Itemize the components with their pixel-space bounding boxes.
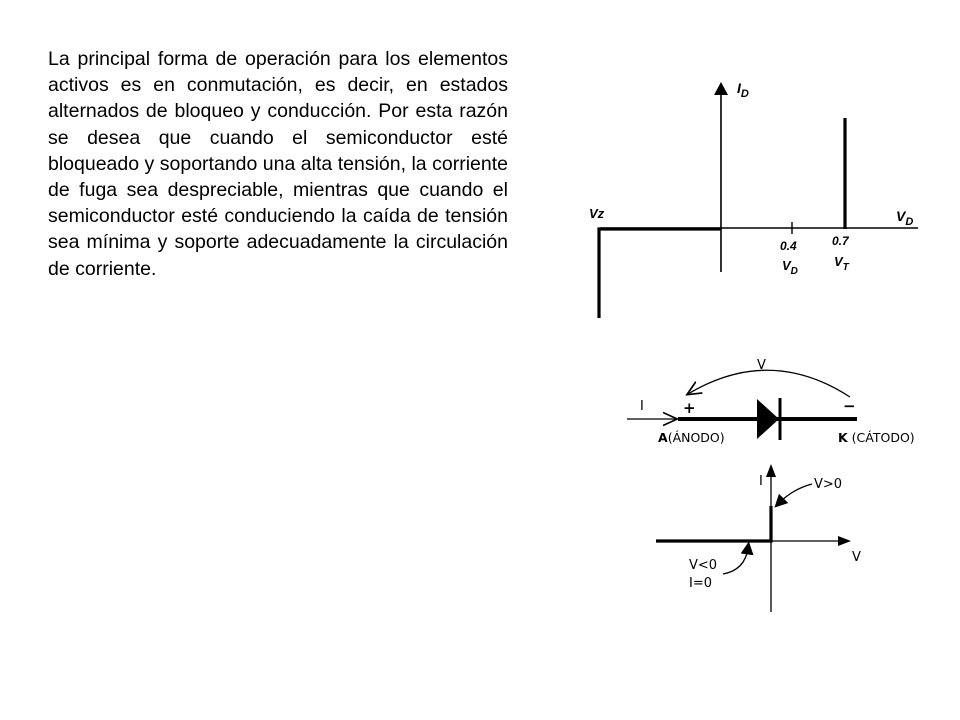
anode-label: A(ÁNODO) [658, 430, 725, 445]
annotation-reverse-line1: V<0 [689, 558, 718, 573]
tick-0-7-value: 0.7 [832, 234, 849, 248]
iv-characteristic-switch [656, 464, 861, 612]
minus-sign: − [843, 397, 856, 415]
x-axis-switch-arrowhead [838, 536, 851, 546]
vz-label: Vz [589, 206, 605, 221]
annotation-reverse-line2: I=0 [689, 576, 712, 591]
annotation-forward-arrow [779, 484, 812, 503]
annotation-forward: V>0 [814, 477, 843, 492]
cathode-label: K (CÁTODO) [838, 430, 915, 445]
diode-triangle [757, 399, 779, 439]
x-axis-switch-label: V [852, 550, 861, 565]
voltage-label: V [757, 358, 766, 373]
voltage-arc [688, 370, 850, 397]
body-paragraph: La principal forma de operación para los elementos activos es en conmutación, es decir, en estados alternados de bloqueo y conducción. Por esta razón se desea que cuando el semiconductor esté bloqueado y soportando una alta tensión, la corriente de fuga sea despreciable, mientras que cuando el semiconductor esté conduciendo la caída de tensión sea mínima y soporte adecuadamente la circulación de corriente. [48, 48, 508, 280]
characteristic-curve-reverse [599, 229, 721, 318]
tick-0-4-label: $V_D$ [782, 258, 798, 277]
annotation-reverse-arrow [723, 548, 748, 574]
current-label: I [640, 399, 644, 414]
tick-0-7-label: $V_T$ [834, 254, 849, 273]
y-axis-label: $I_D$ [737, 80, 749, 100]
y-axis-switch-label: I [759, 474, 763, 489]
x-axis-label: $V_D$ [896, 208, 914, 228]
y-axis-arrowhead [714, 82, 728, 95]
switch-characteristic [656, 506, 771, 541]
diode-symbol-diagram [627, 358, 915, 445]
iv-characteristic-ideal [589, 80, 918, 318]
tick-0-4-value: 0.4 [780, 239, 797, 253]
plus-sign: + [683, 399, 696, 417]
y-axis-switch-arrowhead [766, 464, 776, 477]
